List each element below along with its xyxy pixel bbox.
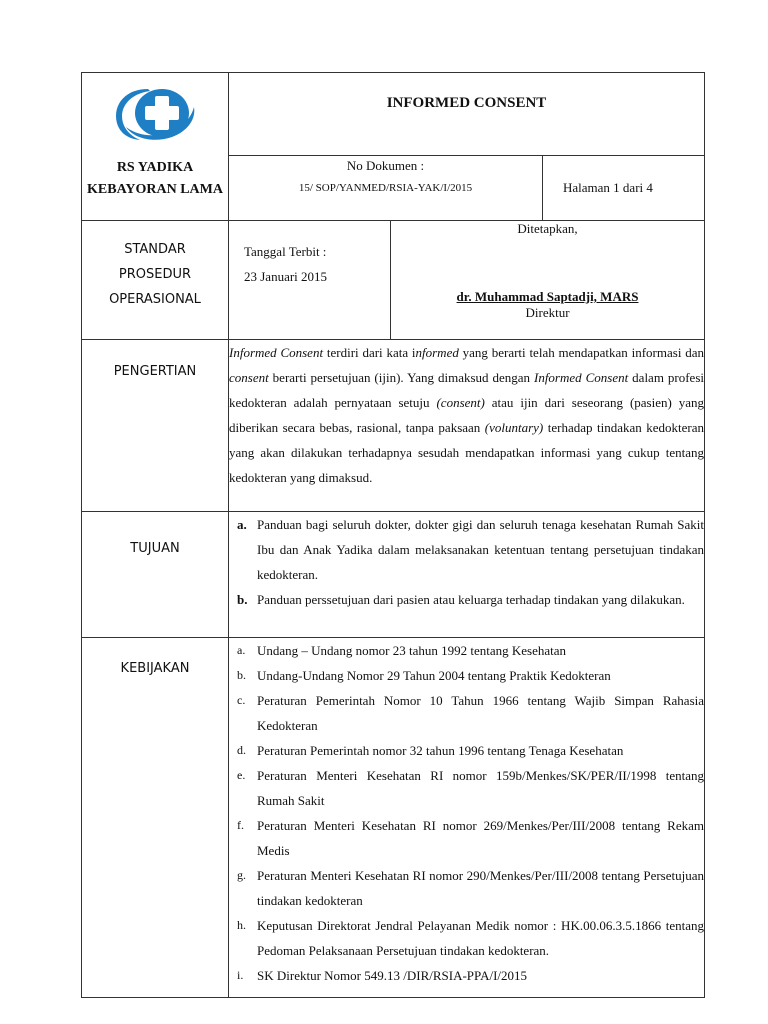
sop-label-cell (82, 221, 229, 340)
list-item: a. Panduan bagi seluruh dokter, dokter gigi dan seluruh tenaga kesehatan Rumah Sakit Ibu dan Anak Yadika dalam melaksanakan ketentuan tentang persetujuan tindakan kedokteran. (237, 517, 705, 582)
list-item: f. Peraturan Menteri Kesehatan RI nomor 269/Menkes/Per/III/2008 tentang Rekam Medis (237, 818, 705, 858)
document-title: INFORMED CONSENT (229, 73, 705, 156)
kebijakan-list (229, 638, 704, 988)
document-number-label: No Dokumen : (346, 158, 425, 173)
list-item: e. Peraturan Menteri Kesehatan RI nomor 159b/Menkes/SK/PER/II/1998 tentang Rumah Sakit (237, 768, 705, 808)
list-item: g. Peraturan Menteri Kesehatan RI nomor 290/Menkes/Per/III/2008 tentang Persetujuan tindakan kedokteran (237, 868, 705, 908)
list-item: h. Keputusan Direktorat Jendral Pelayanan Medik nomor : HK.00.06.3.5.1866 tentang Pedoman Pelaksanaan Persetujuan tindakan kedokteran. (237, 918, 705, 958)
kebijakan-label: KEBIJAKAN (82, 638, 229, 998)
list-item: a. Undang – Undang nomor 23 tahun 1992 tentang Kesehatan (237, 643, 567, 658)
kebijakan-list-cell (229, 638, 705, 998)
sop-label-line2: PROSEDUR (118, 267, 192, 282)
approved-label: Ditetapkan, (517, 221, 578, 236)
tujuan-list (229, 512, 704, 612)
sop-document-table (81, 72, 705, 998)
hospital-name-line1: RS YADIKA (116, 160, 194, 175)
document-number-value: 15/ SOP/YANMED/RSIA-YAK/I/2015 (298, 182, 473, 194)
hospital-name-line2: KEBAYORAN LAMA (87, 182, 223, 197)
sop-label-line1: STANDAR (124, 242, 186, 257)
list-item: i. SK Direktur Nomor 549.13 /DIR/RSIA-PPA/I/2015 (237, 968, 528, 983)
issue-date-cell (229, 221, 391, 340)
tujuan-list-cell (229, 512, 705, 638)
pengertian-text: Informed Consent terdiri dari kata informed yang berarti telah mendapatkan informasi dan consent berarti persetujuan (ijin). Yang dimaksud dengan Informed Consent dalam profesi kedokteran adalah pernyataan setuju (consent) atau ijin dari seseorang (pasien) yang diberikan secara bebas, rasional, tanpa paksaan (voluntary) terhadap tindakan kedokteran yang akan dilakukan terhadapnya sesudah mendapatkan informasi yang cukup tentang kedokteran yang dimaksud. (229, 340, 705, 512)
sop-label-line3: OPERASIONAL (109, 292, 201, 307)
list-item: b. Undang-Undang Nomor 29 Tahun 2004 tentang Praktik Kedokteran (237, 668, 611, 683)
signature-cell (391, 221, 705, 340)
list-item: d. Peraturan Pemerintah nomor 32 tahun 1996 tentang Tenaga Kesehatan (237, 743, 624, 758)
issue-date-label: Tanggal Terbit : (244, 244, 327, 259)
hospital-header-cell (82, 73, 229, 221)
list-item: c. Peraturan Pemerintah Nomor 10 Tahun 1966 tentang Wajib Simpan Rahasia Kedokteran (237, 693, 705, 733)
list-item: b. Panduan perssetujuan dari pasien atau keluarga terhadap tindakan yang dilakukan. (237, 592, 685, 607)
signer-title: Direktur (525, 305, 570, 320)
pengertian-label: PENGERTIAN (82, 340, 229, 512)
issue-date-value: 23 Januari 2015 (244, 269, 328, 284)
document-number-cell (229, 156, 543, 221)
tujuan-label: TUJUAN (82, 512, 229, 638)
hospital-cross-logo-icon (110, 83, 200, 145)
page-count: Halaman 1 dari 4 (543, 156, 705, 221)
signer-name: dr. Muhammad Saptadji, MARS (456, 289, 639, 304)
